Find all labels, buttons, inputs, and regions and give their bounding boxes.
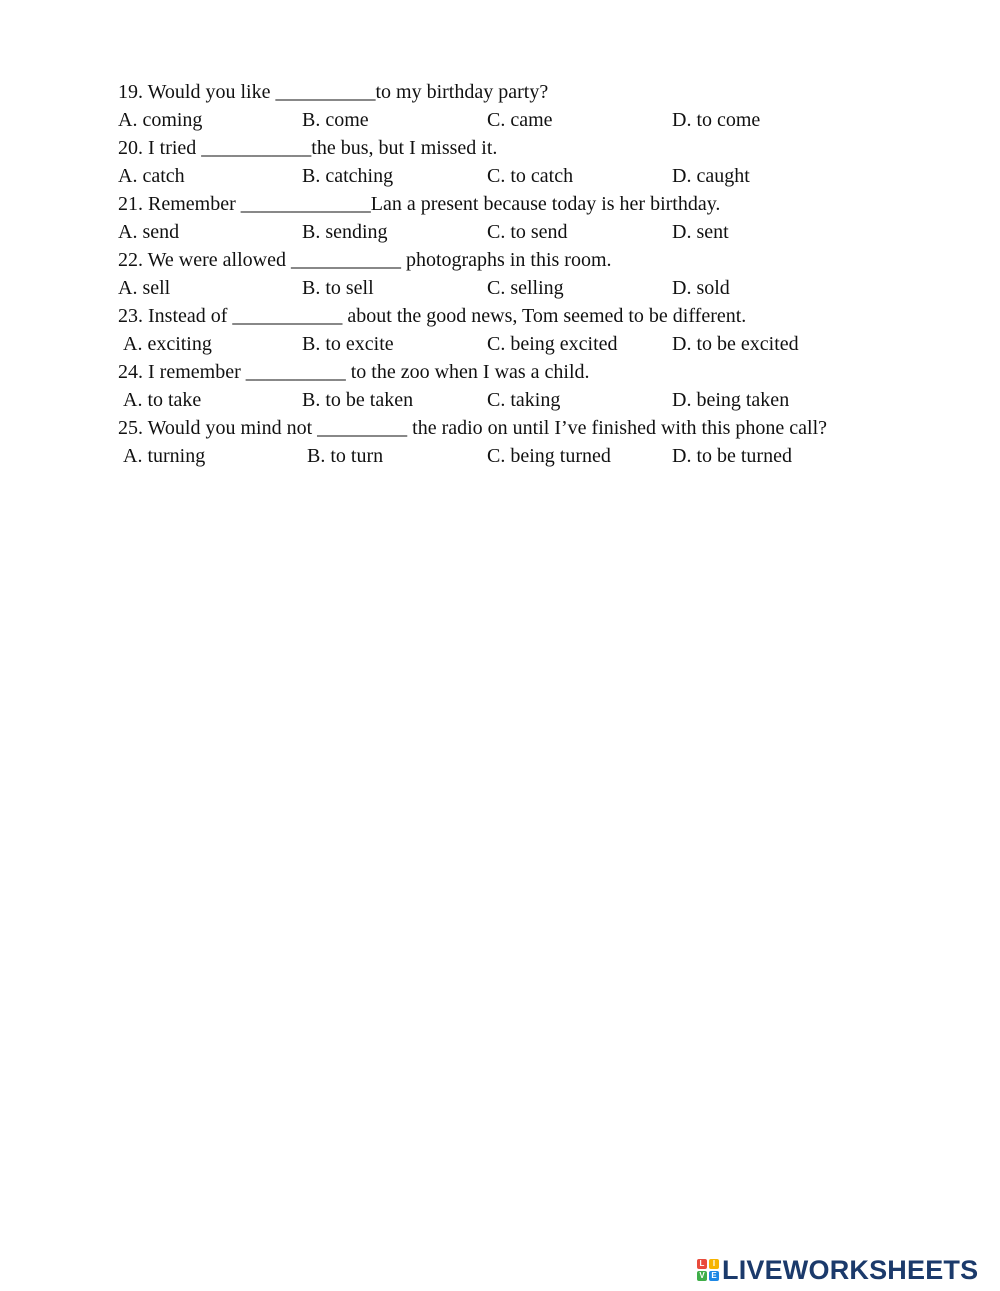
option-d[interactable]: D. to come: [672, 109, 761, 131]
option-d[interactable]: D. being taken: [672, 389, 790, 411]
option-b[interactable]: B. to turn: [307, 445, 384, 467]
option-c[interactable]: C. being turned: [487, 445, 611, 467]
option-d[interactable]: D. sent: [672, 221, 729, 243]
question-24: [0, 358, 1000, 414]
option-a[interactable]: A. turning: [123, 445, 206, 467]
liveworksheets-logo: [697, 1255, 978, 1285]
option-b[interactable]: B. to excite: [302, 333, 394, 355]
option-a[interactable]: A. to take: [123, 389, 202, 411]
option-d[interactable]: D. caught: [672, 165, 750, 187]
logo-square-i: I: [709, 1259, 719, 1269]
option-b[interactable]: B. to be taken: [302, 389, 414, 411]
question-text: 20. I tried ___________the bus, but I missed it.: [118, 137, 498, 159]
option-c[interactable]: C. being excited: [487, 333, 618, 355]
option-b[interactable]: B. to sell: [302, 277, 374, 299]
option-b[interactable]: B. sending: [302, 221, 388, 243]
answer-options: [0, 442, 1000, 470]
option-b[interactable]: B. come: [302, 109, 369, 131]
option-a[interactable]: A. send: [118, 221, 180, 243]
question-text: 22. We were allowed ___________ photographs in this room.: [118, 249, 612, 271]
logo-square-l: L: [697, 1259, 707, 1269]
option-c[interactable]: C. selling: [487, 277, 564, 299]
question-22: [0, 246, 1000, 302]
question-text: 25. Would you mind not _________ the radio on until I’ve finished with this phone call?: [118, 417, 828, 439]
option-a[interactable]: A. exciting: [123, 333, 212, 355]
option-c[interactable]: C. to send: [487, 221, 568, 243]
logo-mark-icon: [697, 1259, 719, 1281]
logo-text: LIVEWORKSHEETS: [722, 1255, 979, 1285]
question-23: [0, 302, 1000, 358]
option-a[interactable]: A. coming: [118, 109, 203, 131]
answer-options: [0, 106, 1000, 134]
logo-square-v: V: [697, 1271, 707, 1281]
answer-options: [0, 330, 1000, 358]
worksheet: [0, 78, 1000, 470]
option-a[interactable]: A. catch: [118, 165, 185, 187]
question-text: 21. Remember _____________Lan a present because today is her birthday.: [118, 193, 721, 215]
option-c[interactable]: C. to catch: [487, 165, 574, 187]
question-text: 19. Would you like __________to my birthday party?: [118, 81, 549, 103]
answer-options: [0, 218, 1000, 246]
option-d[interactable]: D. to be excited: [672, 333, 799, 355]
option-b[interactable]: B. catching: [302, 165, 394, 187]
logo-square-e: E: [709, 1271, 719, 1281]
option-c[interactable]: C. came: [487, 109, 553, 131]
answer-options: [0, 162, 1000, 190]
question-25: [0, 414, 1000, 470]
question-20: [0, 134, 1000, 190]
question-21: [0, 190, 1000, 246]
answer-options: [0, 274, 1000, 302]
question-text: 23. Instead of ___________ about the good news, Tom seemed to be different.: [118, 305, 747, 327]
question-19: [0, 78, 1000, 134]
option-d[interactable]: D. sold: [672, 277, 730, 299]
option-c[interactable]: C. taking: [487, 389, 561, 411]
question-text: 24. I remember __________ to the zoo when I was a child.: [118, 361, 590, 383]
answer-options: [0, 386, 1000, 414]
option-d[interactable]: D. to be turned: [672, 445, 792, 467]
option-a[interactable]: A. sell: [118, 277, 171, 299]
